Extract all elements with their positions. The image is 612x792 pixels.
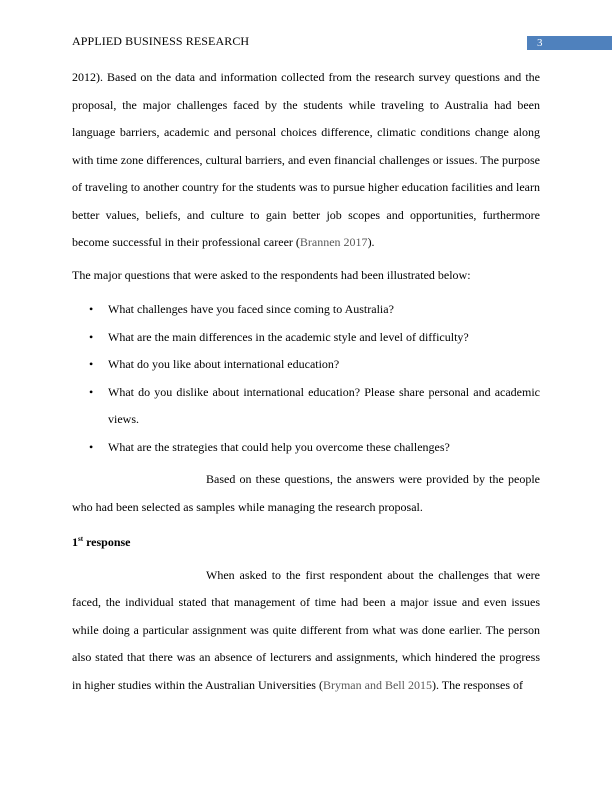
- paragraph-text: When asked to the first respondent about the challenges that were faced, the individual stated that management of time had been a major issue and even issues while doing a particular assignment was quite different from what was done earlier. The person also stated that there was an absence of lecturers and assignments, which hindered the progress in higher studies within the Australian Universities (: [72, 567, 540, 692]
- paragraph-challenges: [72, 64, 540, 257]
- list-item: [72, 296, 540, 324]
- question-list: [72, 296, 540, 461]
- list-item: [72, 379, 540, 434]
- question-text: What do you dislike about international education? Please share personal and academic views.: [108, 384, 540, 426]
- question-text: What challenges have you faced since coming to Australia?: [108, 302, 394, 316]
- citation: Brannen 2017: [299, 235, 368, 249]
- running-head: APPLIED BUSINESS RESEARCH: [72, 34, 250, 48]
- bullet-icon: •: [89, 384, 94, 399]
- page-number: 3: [537, 37, 543, 49]
- paragraph-text-end: ). The responses of: [431, 677, 524, 692]
- paragraph-questions-intro: The major questions that were asked to the respondents had been illustrated below:: [72, 267, 471, 282]
- list-item: [72, 324, 540, 352]
- bullet-icon: •: [89, 329, 94, 344]
- list-item: [72, 351, 540, 379]
- list-item: [72, 434, 540, 462]
- citation: Bryman and Bell 2015: [322, 677, 432, 692]
- heading-ordinal-suffix: st: [78, 535, 84, 543]
- question-text: What do you like about international education?: [108, 357, 340, 371]
- document-body: [72, 64, 540, 699]
- bullet-icon: •: [89, 302, 94, 316]
- bullet-icon: •: [89, 439, 94, 454]
- question-text: What are the main differences in the academic style and level of difficulty?: [108, 329, 469, 344]
- page-number-bar: [527, 36, 612, 50]
- heading-label: response: [83, 535, 131, 549]
- paragraph-text: 2012). Based on the data and information collected from the research survey questions and the proposal, the major challenges faced by the students while traveling to Australia had been language barriers, academic and personal choices difference, climatic conditions change along with time zone differences, cultural barriers, and even financial challenges or issues. The purpose of traveling to another country for the students was to pursue higher education facilities and learn better values, beliefs, and culture to gain better job scopes and opportunities, furthermore become successful in their professional career (: [72, 70, 540, 249]
- paragraph-text-end: ).: [367, 235, 375, 249]
- bullet-icon: •: [89, 357, 94, 371]
- paragraph-answers-intro: Based on these questions, the answers were provided by the people who had been selected as samples while managing the research proposal.: [72, 472, 540, 514]
- heading-number: 1: [72, 535, 78, 549]
- paragraph-first-response: [72, 562, 540, 700]
- section-heading-first-response: [72, 529, 540, 557]
- question-text: What are the strategies that could help you overcome these challenges?: [108, 439, 450, 454]
